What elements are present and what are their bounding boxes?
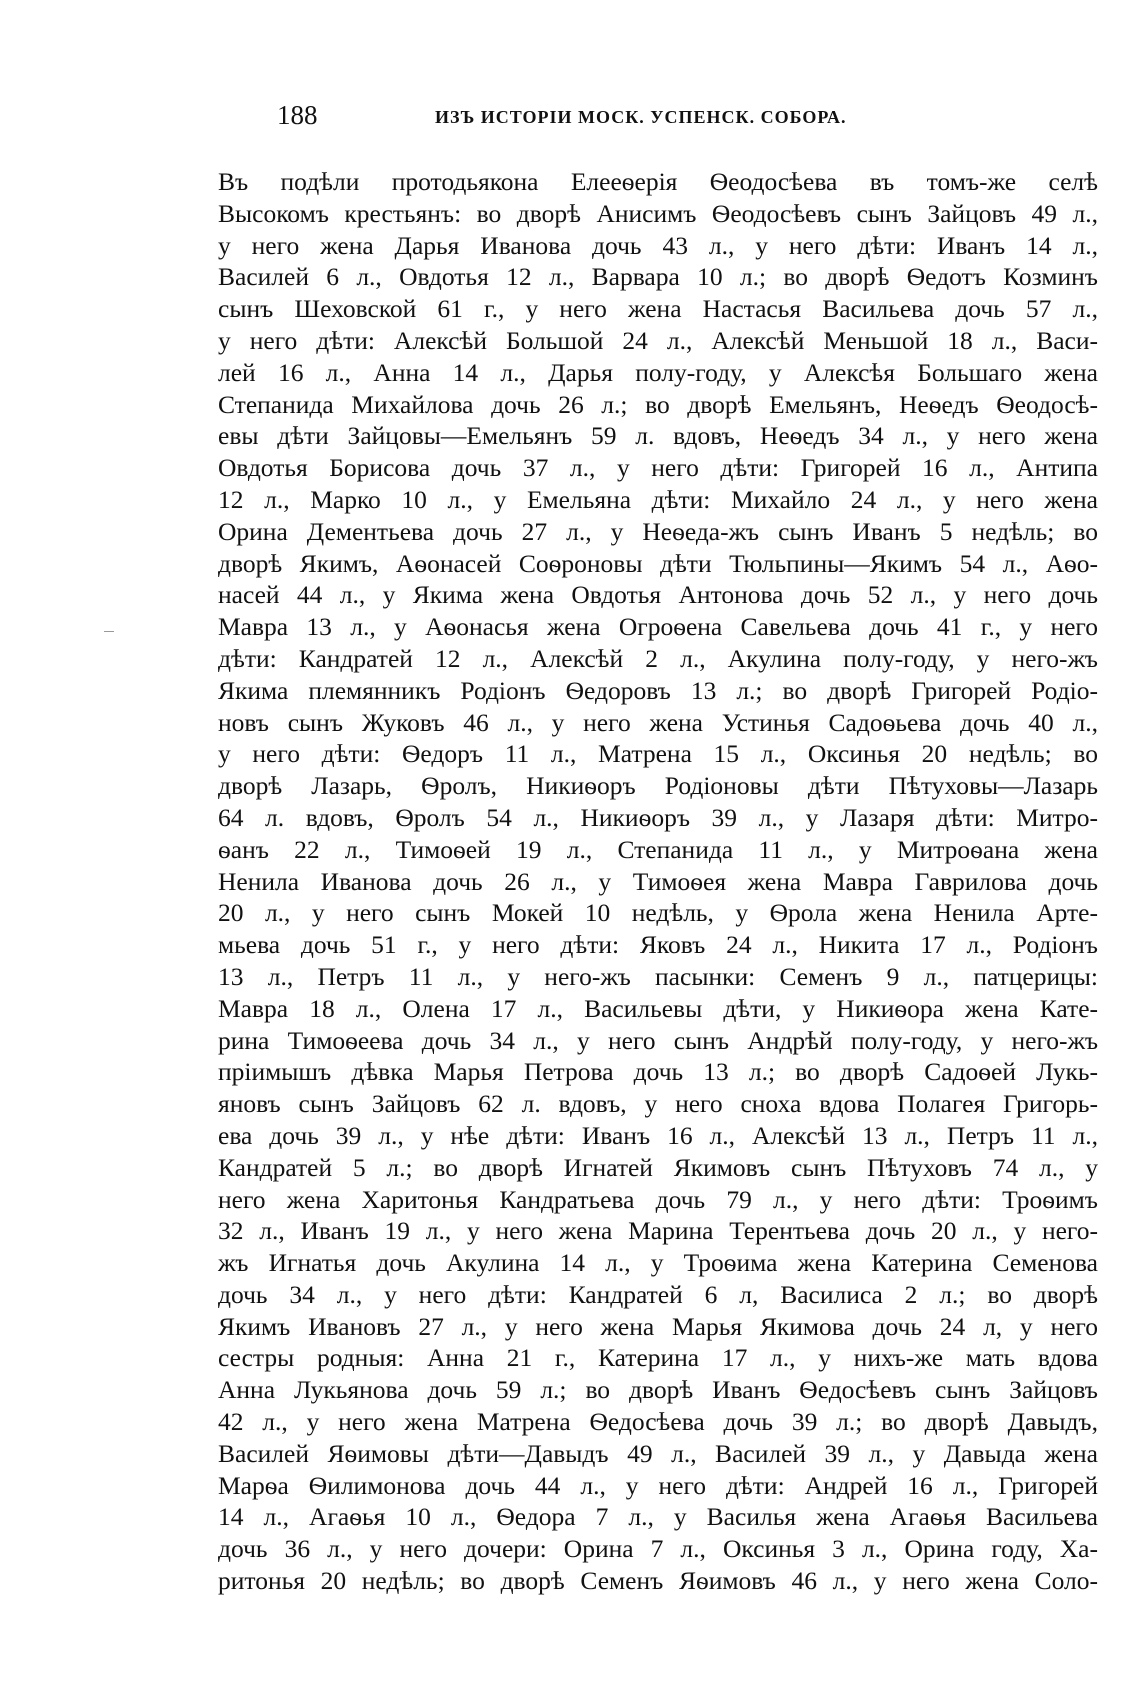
text-line: ева дочь 39 л., у нѣе дѣти: Иванъ 16 л., Алексѣй 13 л., Петръ 11 л., <box>218 1120 1098 1150</box>
text-line: яновъ сынъ Зайцовъ 62 л. вдовъ, у него сноха вдова Полагея Григорь- <box>218 1089 1098 1119</box>
page-header <box>0 0 1140 160</box>
text-line: 14 л., Агаѳья 10 л., Ѳедора 7 л., у Василья жена Агаѳья Васильева <box>218 1502 1098 1532</box>
text-line: дѣти: Кандратей 12 л., Алексѣй 2 л., Акулина полу-году, у него-жъ <box>218 643 1098 673</box>
text-line: Марѳа Ѳилимонова дочь 44 л., у него дѣти: Андрей 16 л., Григорей <box>218 1470 1098 1500</box>
text-line: мьева дочь 51 г., у него дѣти: Яковъ 24 л., Никита 17 л., Родіонъ <box>218 930 1098 960</box>
text-line: Якимъ Ивановъ 27 л., у него жена Марья Якимова дочь 24 л, у него <box>218 1311 1098 1341</box>
text-line: Въ подѣли протодьякона Елееѳерія Ѳеодосѣева въ томъ-же селѣ <box>218 167 1098 196</box>
text-line: Мавра 18 л., Олена 17 л., Васильевы дѣти, у Никиѳора жена Кате- <box>218 993 1098 1023</box>
text-line: 13 л., Петръ 11 л., у него-жъ пасынки: Семенъ 9 л., патцерицы: <box>218 961 1098 991</box>
text-line: 20 л., у него сынъ Мокей 10 недѣль, у Ѳрола жена Ненила Арте- <box>218 898 1098 928</box>
text-line: Анна Лукьянова дочь 59 л.; во дворѣ Иванъ Ѳедосѣевъ сынъ Зайцовъ <box>218 1375 1098 1405</box>
text-line: ѳанъ 22 л., Тимоѳей 19 л., Степанида 11 л., у Митроѳана жена <box>218 834 1098 864</box>
text-line: у него жена Дарья Иванова дочь 43 л., у него дѣти: Иванъ 14 л., <box>218 230 1098 260</box>
text-line: лей 16 л., Анна 14 л., Дарья полу-году, у Алексѣя Большаго жена <box>218 357 1098 387</box>
page-number: 188 <box>277 100 318 130</box>
text-line: дворѣ Лазарь, Ѳролъ, Никиѳоръ Родіоновы дѣти Пѣтуховы—Лазарь <box>218 771 1098 801</box>
text-line: Василей Яѳимовы дѣти—Давыдъ 49 л., Василей 39 л., у Давыда жена <box>218 1438 1098 1468</box>
text-line: Мавра 13 л., у Аѳонасья жена Огроѳена Савельева дочь 41 г., у него <box>218 612 1098 642</box>
text-line: Овдотья Борисова дочь 37 л., у него дѣти: Григорей 16 л., Антипа <box>218 453 1098 483</box>
text-line: 32 л., Иванъ 19 л., у него жена Марина Терентьева дочь 20 л., у него- <box>218 1216 1098 1246</box>
text-line: у него дѣти: Ѳедоръ 11 л., Матрена 15 л., Оксинья 20 недѣль; во <box>218 739 1098 769</box>
text-line: ритонья 20 недѣль; во дворѣ Семенъ Яѳимовъ 46 л., у него жена Соло- <box>218 1566 1098 1596</box>
text-line: него жена Харитонья Кандратьева дочь 79 л., у него дѣти: Троѳимъ <box>218 1184 1098 1214</box>
text-line: жъ Игнатья дочь Акулина 14 л., у Троѳима жена Катерина Семенова <box>218 1248 1098 1278</box>
text-line: Ненила Иванова дочь 26 л., у Тимоѳея жена Мавра Гаврилова дочь <box>218 866 1098 896</box>
text-line: у него дѣти: Алексѣй Большой 24 л., Алексѣй Меньшой 18 л., Васи- <box>218 325 1098 355</box>
text-line: дочь 34 л., у него дѣти: Кандратей 6 л, Василиса 2 л.; во дворѣ <box>218 1279 1098 1309</box>
text-line: сестры родныя: Анна 21 г., Катерина 17 л., у нихъ-же мать вдова <box>218 1343 1098 1373</box>
running-title: ИЗЪ ИСТОРІИ МОСК. УСПЕНСК. СОБОРА. <box>435 107 847 127</box>
text-line: насей 44 л., у Якима жена Овдотья Антонова дочь 52 л., у него дочь <box>218 580 1098 610</box>
text-line: Орина Дементьева дочь 27 л., у Неѳеда-жъ сынъ Иванъ 5 недѣль; во <box>218 516 1098 546</box>
text-line: 64 л. вдовъ, Ѳролъ 54 л., Никиѳоръ 39 л., у Лазаря дѣти: Митро- <box>218 802 1098 832</box>
text-line: Василей 6 л., Овдотья 12 л., Варвара 10 л.; во дворѣ Ѳедотъ Козминъ <box>218 262 1098 292</box>
text-line: 42 л., у него жена Матрена Ѳедосѣева дочь 39 л.; во дворѣ Давыдъ, <box>218 1407 1098 1437</box>
text-line: Якима племянникъ Родіонъ Ѳедоровъ 13 л.; во дворѣ Григорей Родіо- <box>218 675 1098 705</box>
text-line: рина Тимоѳеева дочь 34 л., у него сынъ Андрѣй полу-году, у него-жъ <box>218 1025 1098 1055</box>
text-line: Кандратей 5 л.; во дворѣ Игнатей Якимовъ сынъ Пѣтуховъ 74 л., у <box>218 1152 1098 1182</box>
text-line: пріимышъ дѣвка Марья Петрова дочь 13 л.; во дворѣ Садоѳей Лукь- <box>218 1057 1098 1087</box>
text-line: новъ сынъ Жуковъ 46 л., у него жена Устинья Садоѳьева дочь 40 л., <box>218 707 1098 737</box>
text-line: сынъ Шеховской 61 г., у него жена Настасья Васильева дочь 57 л., <box>218 294 1098 324</box>
text-line: Высокомъ крестьянъ: во дворѣ Анисимъ Ѳеодосѣевъ сынъ Зайцовъ 49 л., <box>218 198 1098 228</box>
text-line: дворѣ Якимъ, Аѳонасей Соѳроновы дѣти Тюльпины—Якимъ 54 л., Аѳо- <box>218 548 1098 578</box>
margin-mark <box>104 631 114 632</box>
text-line: Степанида Михайлова дочь 26 л.; во дворѣ Емельянъ, Неѳедъ Ѳеодосѣ- <box>218 389 1098 419</box>
text-line: евы дѣти Зайцовы—Емельянъ 59 л. вдовъ, Неѳедъ 34 л., у него жена <box>218 421 1098 451</box>
text-line: 12 л., Марко 10 л., у Емельяна дѣти: Михайло 24 л., у него жена <box>218 484 1098 514</box>
text-line: дочь 36 л., у него дочери: Орина 7 л., Оксинья 3 л., Орина году, Ха- <box>218 1534 1098 1564</box>
body-text <box>218 166 1098 1597</box>
